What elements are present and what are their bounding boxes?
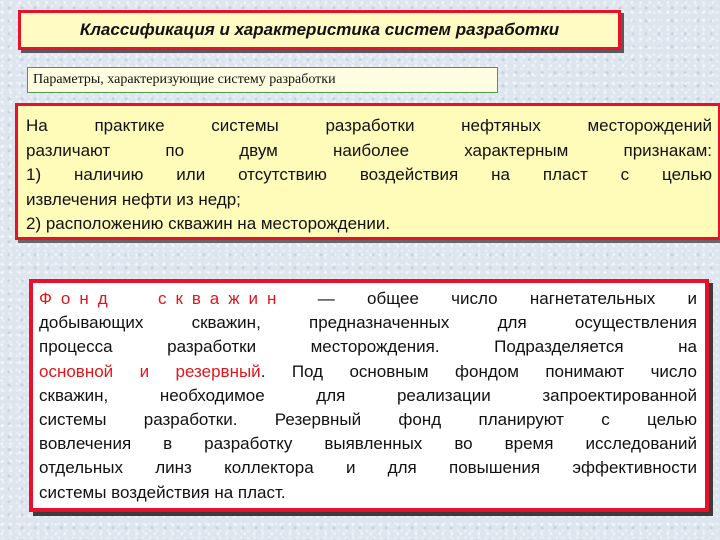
- intro-line: извлечения нефти из недр;: [26, 189, 241, 209]
- fund-line: скважин, необходимое для реализации запроектированной: [39, 385, 697, 405]
- section-subtitle: Параметры, характеризующие систему разработки: [33, 72, 336, 87]
- fund-line: добывающих скважин, предназначенных для осуществления: [39, 313, 697, 333]
- intro-line: различают по двум наиболее характерным признакам:: [26, 140, 712, 160]
- intro-text-box: [15, 103, 720, 240]
- fund-line: [39, 360, 697, 384]
- intro-line: На практике системы разработки нефтяных месторождений: [26, 116, 712, 135]
- slide-title: Классификация и характеристика систем разработки: [79, 20, 560, 39]
- intro-line: 1) наличию или отсутствию воздействия на пласт с целью: [26, 165, 712, 184]
- intro-line: 2) расположению скважин на месторождении.: [26, 214, 391, 233]
- fund-text: — общее число нагнетательных и: [317, 289, 697, 308]
- slide-title-box: [18, 10, 621, 50]
- fund-line: системы разработки. Резервный фонд планируют с целью: [39, 410, 697, 430]
- fund-line: [39, 287, 697, 311]
- fund-term: Фонд скважин: [39, 289, 286, 308]
- fund-types-highlight: основной и резервный: [39, 361, 261, 381]
- fund-line: процесса разработки месторождения. Подразделяется на: [39, 337, 697, 357]
- fund-line: вовлечения в разработку выявленных во время исследований: [39, 434, 697, 454]
- section-subtitle-box: [27, 67, 498, 93]
- fund-line: отдельных линз коллектора и для повышения эффективности: [39, 458, 697, 478]
- fund-text: . Под основным фондом понимают число: [260, 361, 697, 381]
- well-fund-definition-box: [29, 279, 709, 512]
- fund-line: системы воздействия на пласт.: [39, 482, 286, 502]
